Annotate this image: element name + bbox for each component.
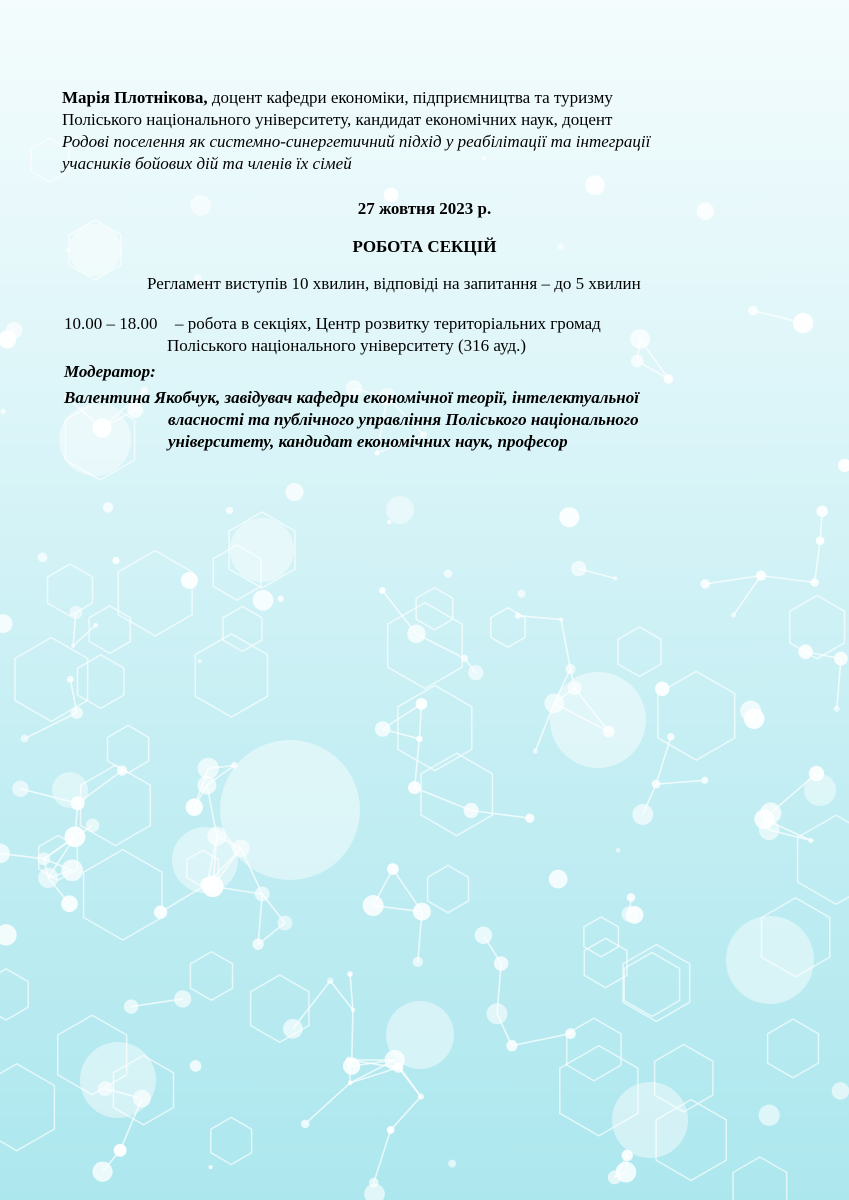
moderator-line-1: Валентина Якобчук, завідувач кафедри економічної теорії, інтелектуальної bbox=[64, 388, 639, 407]
speaker-position-2: Поліського національного університету, кандидат економічних наук, доцент bbox=[62, 110, 613, 129]
moderator-label: Модератор: bbox=[64, 362, 156, 381]
speaker-topic-2: учасників бойових дій та членів їх сімей bbox=[62, 154, 352, 173]
regulations-text: Регламент виступів 10 хвилин, відповіді на запитання – до 5 хвилин bbox=[147, 274, 641, 293]
speaker-line-1 bbox=[62, 87, 650, 109]
schedule-desc-2: Поліського національного університету (316 ауд.) bbox=[167, 336, 527, 355]
speaker-block bbox=[62, 87, 650, 175]
speaker-name: Марія Плотнікова, bbox=[62, 88, 208, 107]
schedule-time: 10.00 – 18.00 bbox=[64, 314, 158, 333]
moderator-line-3: університету, кандидат економічних наук, професор bbox=[168, 432, 568, 451]
event-date: 27 жовтня 2023 р. bbox=[357, 199, 492, 218]
schedule-desc-1: – робота в секціях, Центр розвитку територіальних громад bbox=[175, 314, 601, 333]
section-title: РОБОТА СЕКЦІЙ bbox=[352, 237, 497, 256]
speaker-position-1: доцент кафедри економіки, підприємництва та туризму bbox=[207, 88, 613, 107]
moderator-line-2: власності та публічного управління Поліського національного bbox=[168, 410, 639, 429]
speaker-topic-1: Родові поселення як системно-синергетичний підхід у реабілітації та інтеграції bbox=[62, 132, 651, 151]
